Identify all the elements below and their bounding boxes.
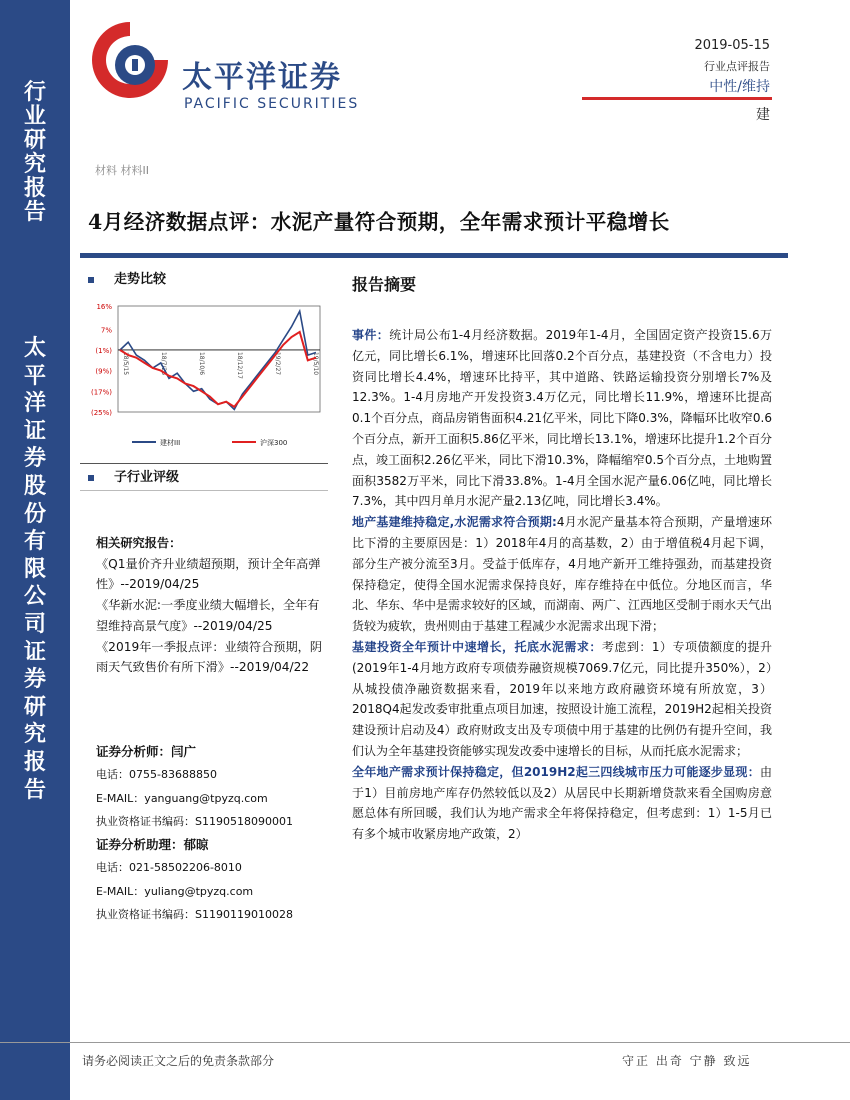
paragraph-text: 4月水泥产量基本符合预期，产量增速环比下滑的主要原因是：1）2018年4月的高基数，2）由于增值税4月起下调，部分生产被分流至3月。受益于低库存，4月地产新开工维持强劲，而基建投资保持稳定，使得全国水泥需求保持良好，库存维持在中低位。分地区而言，华北、华东、华中是需求较好的区域，而湖南、两广、江西地区受制于雨水天气出货较为疲软，贵州则由于基建工程减少水泥需求出现下滑； [352, 515, 773, 634]
paragraph-text: 考虑到：1）专项债额度的提升(2019年1-4月地方政府专项债券融资规模7069.7亿元，同比提升350%），2）从城投债净融资数据来看，2019年以来地方政府融资环境有所放宽，3）2018Q4起发改委审批重点项目加速，按照设计施工流程，2019H2起相关投资建设预计启动及4）政府财政支出及专项债中用于基建的比例仍有提升空间，我们认为全年基建投资能够实现发改委中速增长的目标，从而托底水泥需求； [352, 639, 772, 758]
y-tick-label: (17%) [90, 388, 112, 397]
rating-label: 中性/维持 [709, 79, 770, 95]
paragraph-text: 由于1）目前房地产库存仍然较低以及2）从居民中长期新增贷款来看全国购房意愿总体有所回暖，我们认为地产需求全年将保持稳定，但考虑到：1）1-5月已有多个城市收紧房地产政策，2） [352, 764, 772, 842]
trend-heading-text: 走势比较 [114, 272, 167, 287]
disclaimer-note: 请务必阅读正文之后的免责条款部分 [82, 1054, 275, 1068]
summary-heading: 报告摘要 [352, 275, 417, 294]
page-title: 4月经济数据点评：水泥产量符合预期，全年需求预计平稳增长 [88, 210, 670, 234]
title-divider [80, 253, 788, 258]
assistant-phone: 电话：021-58502206-8010 [96, 861, 242, 875]
company-logo-icon [88, 18, 172, 102]
sector-label: 建 [756, 107, 770, 123]
summary-body [352, 325, 772, 845]
related-report-item[interactable]: 《Q1量价齐升业绩超预期，预计全年高弹性》--2019/04/25 [96, 556, 321, 592]
assistant-email[interactable]: E-MAIL：yuliang@tpyzq.com [96, 884, 254, 898]
chart-divider [80, 463, 328, 464]
square-bullet-icon [88, 277, 94, 283]
summary-paragraph [352, 762, 772, 845]
sub-industry-heading [88, 466, 179, 485]
assistant-cert: 执业资格证书编码：S1190119010028 [96, 908, 293, 922]
related-report-item[interactable]: 《2019年一季报点评：业绩符合预期，阴雨天气致售价有所下滑》--2019/04/22 [96, 639, 323, 675]
legend-label: 建材III [160, 439, 181, 447]
y-tick-label: (1%) [95, 346, 112, 355]
x-tick-label: 19/5/10 [312, 351, 319, 376]
y-tick-label: 7% [100, 326, 112, 335]
brand-name-cn: 太平洋证券 [182, 60, 342, 95]
brand-name-en: PACIFIC SECURITIES [184, 96, 360, 112]
related-heading: 相关研究报告： [96, 536, 182, 550]
x-tick-label: 18/12/17 [236, 351, 243, 379]
x-tick-label: 18/5/15 [122, 351, 129, 376]
series-line-1 [120, 332, 316, 407]
breadcrumb: 材料 材料II [95, 164, 149, 177]
analyst-email[interactable]: E-MAIL：yanguang@tpyzq.com [96, 791, 268, 805]
report-type: 行业点评报告 [704, 60, 770, 73]
x-tick-label: 18/10/6 [198, 351, 205, 376]
related-report-item[interactable]: 《华新水泥:一季度业绩大幅增长，全年有望维持高景气度》--2019/04/25 [96, 598, 320, 633]
y-tick-label: (9%) [95, 367, 112, 376]
assistant-heading: 证券分析助理：郁晾 [96, 837, 209, 853]
keyword: 全年地产需求预计保持稳定，但2019H2起三四线城市压力可能逐步显现： [352, 764, 760, 779]
sidebar-top-label: 行 业 研 究 报 告 [23, 79, 46, 225]
square-bullet-icon [88, 475, 94, 481]
trend-chart [84, 296, 330, 456]
analyst-phone: 电话：0755-83688850 [96, 768, 217, 782]
summary-paragraph [352, 637, 772, 762]
sidebar-bottom-label: 太 平 洋 证 券 股 份 有 限 公 司 证 券 研 究 报 告 [23, 335, 46, 803]
paragraph-text: 统计局公布1-4月经济数据。2019年1-4月，全国固定资产投资15.6万亿元，同比增长6.1%，增速环比回落0.2个百分点，基建投资（不含电力）投资同比增长4.4%，增速环比持平，其中道路、铁路运输投资分别增长7%及12.3%。1-4月房地产开发投资3.4万亿元，同比增长11.9%，增速环比提高0.1个百分点，商品房销售面积4.21亿平米，同比下降0.3%，降幅环比收窄0.6个百分点，新开工面积5.86亿平米，同比增长13.1%，增速环比提升1.2个百分点，竣工面积2.26亿平米，同比下滑10.3%，降幅缩窄0.5个百分点，土地购置面积3582万平米，同比下滑33.8%。1-4月全国水泥产量6.06亿吨，同比增长7.3%，其中四月单月水泥产量2.13亿吨，同比增长3.4%。 [352, 328, 772, 509]
x-tick-label: 19/2/27 [274, 351, 281, 376]
chart-plot-frame [118, 306, 320, 412]
related-reports [96, 533, 324, 678]
summary-paragraph [352, 512, 772, 637]
report-date: 2019-05-15 [694, 38, 770, 53]
sub-industry-heading-text: 子行业评级 [114, 470, 180, 485]
sub-industry-divider [80, 490, 328, 491]
y-tick-label: (25%) [90, 409, 112, 417]
footer-divider [0, 1042, 850, 1043]
x-tick-label: 18/7/26 [160, 351, 167, 376]
keyword: 事件： [352, 328, 390, 342]
y-tick-label: 16% [96, 303, 112, 311]
analyst-heading: 证券分析师：闫广 [96, 744, 197, 759]
header-divider [582, 97, 772, 100]
trend-section-heading [88, 268, 166, 287]
summary-paragraph [352, 325, 772, 512]
keyword: 地产基建维持稳定,水泥需求符合预期: [352, 515, 557, 530]
keyword: 基建投资全年预计中速增长，托底水泥需求： [352, 639, 602, 654]
company-motto: 守正 出奇 宁静 致远 [622, 1054, 752, 1068]
series-line-0 [120, 311, 316, 409]
analyst-info [96, 740, 331, 926]
analyst-cert: 执业资格证书编码：S1190518090001 [96, 814, 293, 828]
legend-label: 沪深300 [260, 439, 288, 447]
